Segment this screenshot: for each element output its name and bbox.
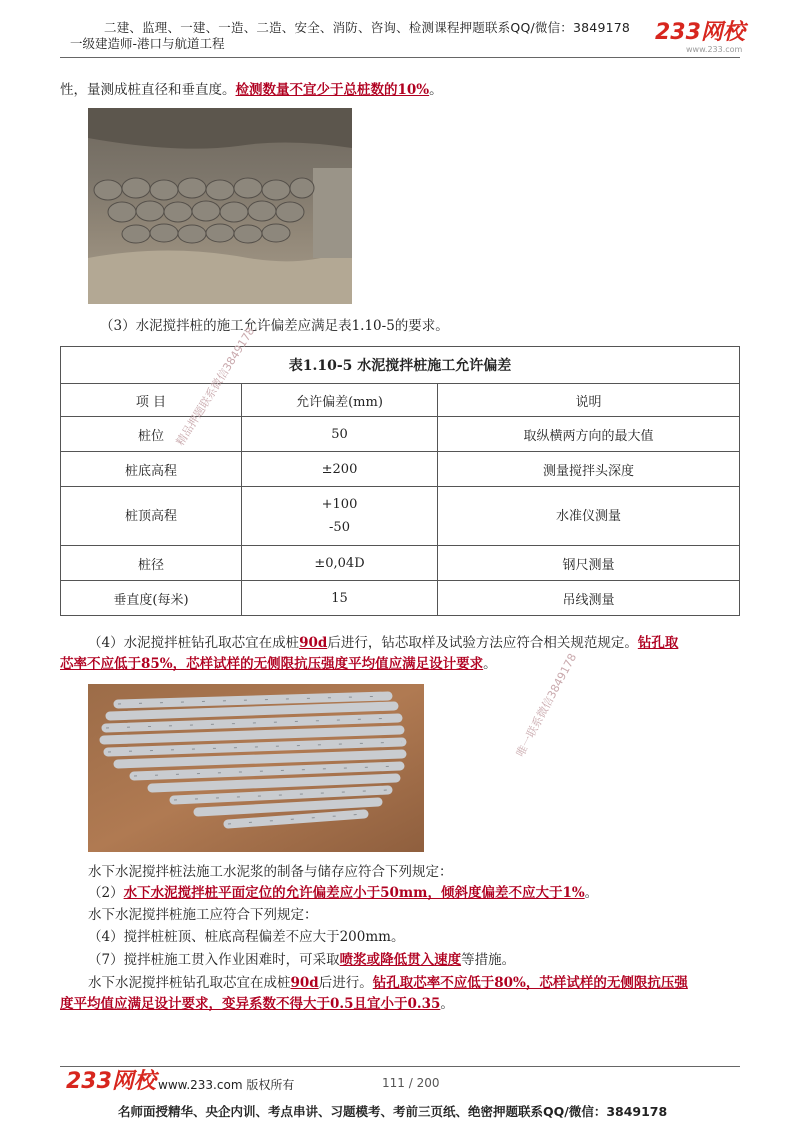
header-courses: 二建、监理、一建、一造、二造、安全、消防、咨询、检测课程押题联系QQ/微信：3849178	[104, 20, 631, 35]
footer-logo-233: 233网校	[66, 1069, 156, 1094]
table-cell: 50	[242, 417, 438, 452]
highlight-text: 度平均值应满足设计要求，变异系数不得大于0.5且宜小于0.35	[60, 996, 441, 1012]
table-header: 说明	[438, 384, 740, 417]
table-cell: 测量搅拌头深度	[438, 452, 740, 487]
table-cell: 桩径	[61, 546, 242, 581]
watermark-text: 唯一联系微信3849178	[513, 651, 580, 760]
header-book-title: 一级建造师-港口与航道工程	[70, 36, 225, 51]
paragraph-2: （3）水泥搅拌桩的施工允许偏差应满足表1.10-5的要求。	[100, 318, 449, 334]
footer-site: www.233.com 版权所有	[158, 1078, 295, 1092]
paragraph-5: （2）水下水泥搅拌桩平面定位的允许偏差应小于50mm，倾斜度偏差不应大于1%。	[88, 885, 599, 901]
table-caption: 表1.10-5 水泥搅拌桩施工允许偏差	[61, 347, 740, 384]
photo-core-samples	[88, 684, 424, 852]
header-rule	[60, 57, 740, 58]
logo-url: www.233.com	[686, 45, 743, 54]
paragraph-8: （7）搅拌桩施工贯入作业困难时，可采取喷浆或降低贯入速度等措施。	[88, 952, 516, 968]
watermark-text: 精品押题联系微信3849178	[173, 324, 258, 448]
highlight-text: 水下水泥搅拌桩平面定位的允许偏差应小于50mm，倾斜度偏差不应大于1%	[123, 885, 585, 901]
table-header: 允许偏差(mm)	[242, 384, 438, 417]
table-row	[61, 546, 740, 581]
table-cell: ±200	[242, 452, 438, 487]
table-cell: +100 -50	[242, 487, 438, 546]
highlight-text: 检测数量不宜少于总桩数的10%	[235, 82, 430, 98]
table-cell: 桩底高程	[61, 452, 242, 487]
table-row	[61, 487, 740, 546]
paragraph-3: （4）水泥搅拌桩钻孔取芯宜在成桩90d后进行，钻芯取样及试验方法应符合相关规范规定。钻孔取 芯率不应低于85%，芯样试样的无侧限抗压强度平均值应满足设计要求。	[60, 635, 679, 672]
paragraph-6: 水下水泥搅拌桩施工应符合下列规定：	[88, 907, 318, 923]
deviation-table	[60, 346, 740, 616]
table-cell: 吊线测量	[438, 581, 740, 616]
table-cell: 垂直度(每米)	[61, 581, 242, 616]
table-cell: 水准仪测量	[438, 487, 740, 546]
paragraph-7: （4）搅拌桩桩顶、桩底高程偏差不应大于200mm。	[88, 929, 405, 945]
page-number: 111 / 200	[382, 1076, 440, 1090]
table-cell: 钢尺测量	[438, 546, 740, 581]
table-cell: 桩顶高程	[61, 487, 242, 546]
highlight-text: 喷浆或降低贯入速度	[339, 952, 462, 968]
highlight-text: 钻孔取	[637, 635, 679, 651]
table-header: 项 目	[61, 384, 242, 417]
footer-promo: 名师面授精华、央企内训、考点串讲、习题模考、考前三页纸、绝密押题联系QQ/微信：3849178	[118, 1104, 668, 1119]
table-cell: 桩位	[61, 417, 242, 452]
table-cell: 15	[242, 581, 438, 616]
paragraph-9: 水下水泥搅拌桩钻孔取芯宜在成桩90d后进行。钻孔取芯率不应低于80%，芯样试样的无侧限抗压强 度平均值应满足设计要求，变异系数不得大于0.5且宜小于0.35。	[60, 975, 688, 1012]
logo-233: 233网校	[655, 20, 745, 45]
highlight-text: 芯率不应低于85%，芯样试样的无侧限抗压强度平均值应满足设计要求	[60, 656, 484, 672]
footer-rule	[60, 1066, 740, 1067]
table-row	[61, 581, 740, 616]
table-row	[61, 452, 740, 487]
table-row	[61, 417, 740, 452]
table-header-row	[61, 384, 740, 417]
paragraph-4: 水下水泥搅拌桩法施工水泥浆的制备与储存应符合下列规定：	[88, 864, 453, 880]
highlight-text: 90d	[299, 635, 328, 651]
photo-pile-heads	[88, 108, 352, 304]
highlight-text: 90d	[290, 975, 319, 991]
paragraph-1: 性，量测成桩直径和垂直度。检测数量不宜少于总桩数的10%。	[60, 82, 443, 98]
table-cell: ±0,04D	[242, 546, 438, 581]
table-cell: 取纵横两方向的最大值	[438, 417, 740, 452]
highlight-text: 钻孔取芯率不应低于80%，芯样试样的无侧限抗压强	[372, 975, 688, 991]
